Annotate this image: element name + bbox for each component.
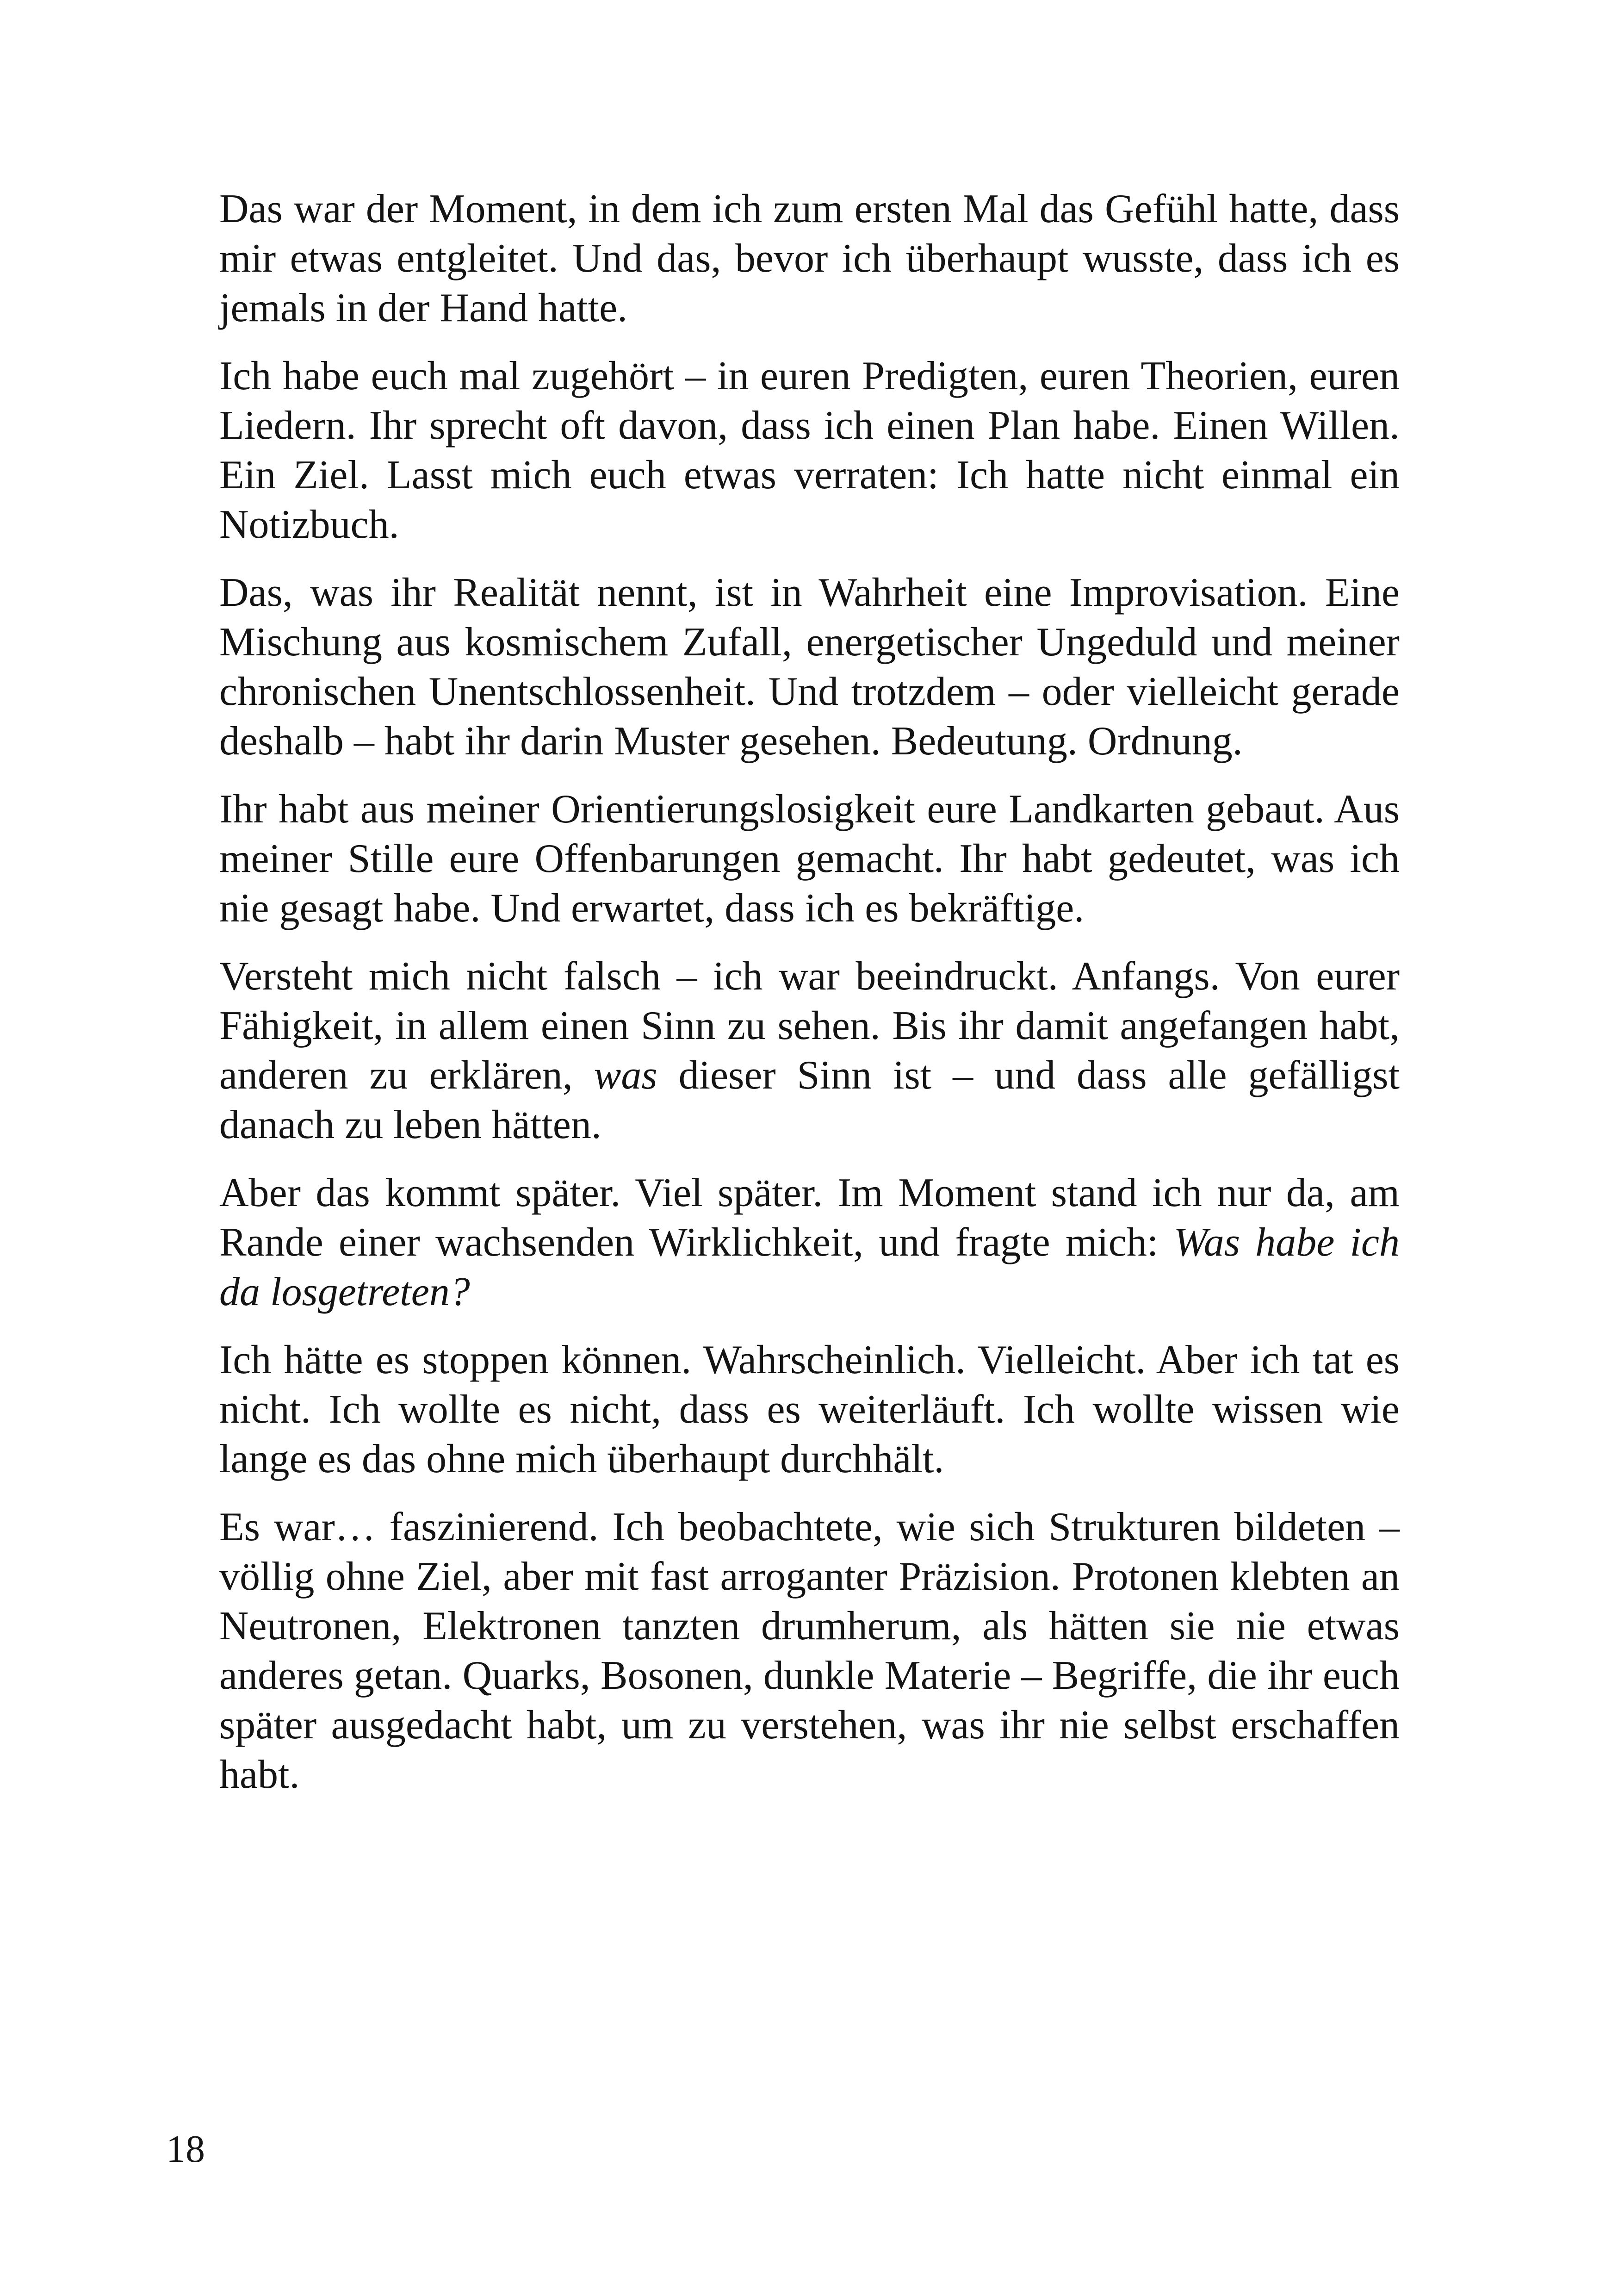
paragraph: Ihr habt aus meiner Orientierungslosigkeit eure Landkarten gebaut. Aus meiner Stille eure Offenbarungen gemacht. Ihr habt gedeutet, was ich nie gesagt habe. Und erwartet, dass ich es bekräftige. xyxy=(219,787,1400,931)
paragraph xyxy=(219,1168,1400,1317)
paragraph-text: dieser Sinn ist – und dass alle gefälligst danach zu leben hätten. xyxy=(219,1053,1400,1147)
body-text xyxy=(219,184,1400,1818)
paragraph: Ich habe euch mal zugehört – in euren Predigten, euren Theorien, euren Liedern. Ihr sprecht oft davon, dass ich einen Plan habe. Einen Willen. Ein Ziel. Lasst mich euch etwas verraten: Ich hatte nicht einmal ein Notizbuch. xyxy=(219,354,1400,547)
paragraph: Das war der Moment, in dem ich zum ersten Mal das Gefühl hatte, dass mir etwas entgleitet. Und das, bevor ich überhaupt wusste, dass ich es jemals in der Hand hatte. xyxy=(219,187,1400,330)
paragraph-text: Aber das kommt später. Viel später. Im Moment stand ich nur da, am Rande einer wachsenden Wirklichkeit, und fragte mich: xyxy=(219,1170,1400,1265)
page-number: 18 xyxy=(166,2128,205,2171)
paragraph: Es war… faszinierend. Ich beobachtete, wie sich Strukturen bildeten – völlig ohne Ziel, aber mit fast arroganter Präzision. Protonen klebten an Neutronen, Elektronen tanzten drumherum, als hätten sie nie etwas anderes getan. Quarks, Bosonen, dunkle Materie – Begriffe, die ihr euch später ausgedacht habt, um zu verstehen, was ihr nie selbst erschaffen habt. xyxy=(219,1505,1400,1797)
paragraph xyxy=(219,952,1400,1150)
paragraph: Ich hätte es stoppen können. Wahrscheinlich. Vielleicht. Aber ich tat es nicht. Ich wollte es nicht, dass es weiterläuft. Ich wollte wissen wie lange es das ohne mich überhaupt durchhält. xyxy=(219,1338,1400,1481)
paragraph-text: Versteht mich nicht falsch – ich war beeindruckt. Anfangs. Von eurer Fähigkeit, in allem einen Sinn zu sehen. Bis ihr damit angefangen habt, anderen zu erklären, xyxy=(219,954,1400,1098)
paragraph: Das, was ihr Realität nennt, ist in Wahrheit eine Improvisation. Eine Mischung aus kosmischem Zufall, energetischer Ungeduld und meiner chronischen Unentschlossenheit. Und trotzdem – oder vielleicht gerade deshalb – habt ihr darin Muster gesehen. Bedeutung. Ordnung. xyxy=(219,570,1400,764)
emphasis-text: Was habe ich da losgetreten? xyxy=(219,1220,1400,1314)
emphasis-text: was xyxy=(594,1053,657,1098)
